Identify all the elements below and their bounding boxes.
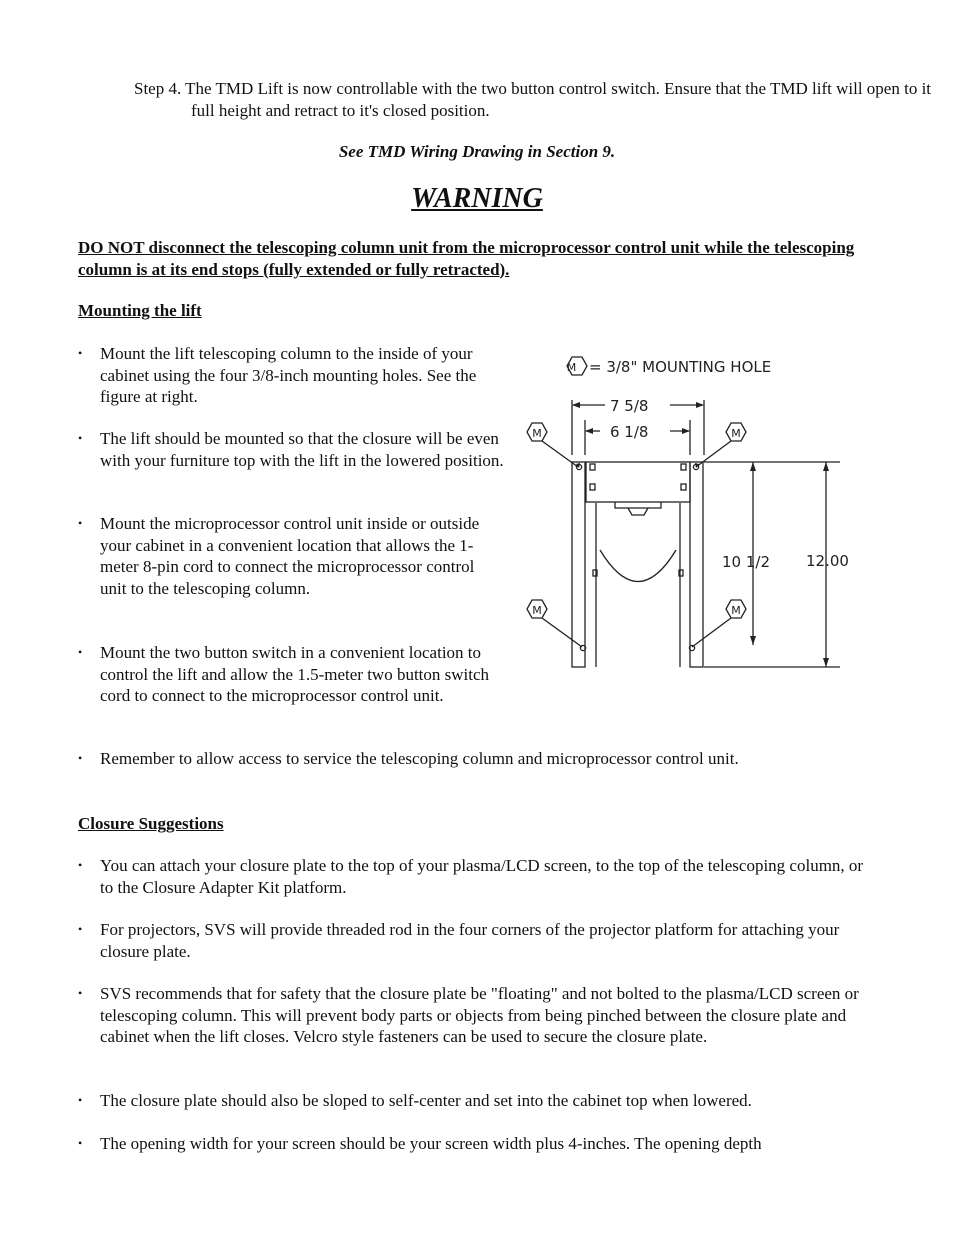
dim-height-inner: 10 1/2 — [722, 553, 770, 571]
mounting-heading: Mounting the lift — [78, 301, 202, 320]
dim-height-outer: 12.00 — [806, 552, 849, 570]
bullet-text: Mount the microprocessor control unit inside or outside your cabinet in a convenient location that allows the 1-meter 8-pin cord to connect the microprocessor control unit to the telescoping column. — [100, 514, 480, 598]
warning-text: DO NOT disconnect the telescoping column unit from the microprocessor control unit while the telescoping column is at its end stops (fully extended or fully retracted). — [78, 238, 855, 279]
see-wiring-drawing-note: See TMD Wiring Drawing in Section 9. — [338, 142, 616, 161]
legend-text: = 3/8" MOUNTING HOLE — [589, 358, 772, 376]
marker-label: M — [731, 427, 741, 440]
bullet-marker: • — [78, 751, 83, 765]
warning-title: WARNING — [411, 183, 543, 214]
bullet-text: The lift should be mounted so that the closure will be even with your furniture top with the lift in the lowered position. — [100, 429, 504, 470]
bullet-text: SVS recommends that for safety that the closure plate be "floating" and not bolted to the plasma/LCD screen or telescoping column. This will prevent body parts or objects from being pinched between the closure plate and cabinet when the lift closes. Velcro style fasteners can be used to secure the closure plate. — [100, 984, 859, 1046]
closure-heading: Closure Suggestions — [78, 814, 224, 833]
bullet-marker: • — [78, 645, 83, 659]
marker-label: M — [532, 604, 542, 617]
bullet-marker: • — [78, 922, 83, 936]
bullet-marker: • — [78, 1093, 83, 1107]
dim-inner-width: 6 1/8 — [610, 423, 649, 441]
bullet-marker: • — [78, 1136, 83, 1150]
bullet-text: You can attach your closure plate to the top of your plasma/LCD screen, to the top of the telescoping column, or to the Closure Adapter Kit platform. — [100, 856, 864, 897]
bullet-text: Remember to allow access to service the telescoping column and microprocessor control unit. — [100, 749, 739, 768]
marker-label: M — [532, 427, 542, 440]
marker-label: M — [731, 604, 741, 617]
bullet-marker: • — [78, 858, 83, 872]
bullet-text: The opening width for your screen should be your screen width plus 4-inches. The opening depth — [100, 1134, 762, 1153]
legend-symbol: M — [566, 361, 577, 374]
bullet-text: Mount the two button switch in a convenient location to control the lift and allow the 1.5-meter two button switch cord to connect to the microprocessor control unit. — [100, 643, 490, 705]
bullet-text: Mount the lift telescoping column to the inside of your cabinet using the four 3/8-inch mounting holes. See the figure at right. — [100, 344, 477, 406]
bullet-marker: • — [78, 431, 83, 445]
dim-outer-width: 7 5/8 — [610, 397, 649, 415]
bullet-marker: • — [78, 516, 83, 530]
bullet-text: For projectors, SVS will provide threaded rod in the four corners of the projector platform for attaching your closure plate. — [100, 920, 840, 961]
mounting-dimensions-figure — [520, 345, 860, 675]
bullet-text: The closure plate should also be sloped to self-center and set into the cabinet top when lowered. — [100, 1091, 752, 1110]
bullet-marker: • — [78, 346, 83, 360]
step-4-text: Step 4. The TMD Lift is now controllable with the two button control switch. Ensure that the TMD lift will open to it full height and retract to it's closed position. — [134, 79, 932, 120]
bullet-marker: • — [78, 986, 83, 1000]
